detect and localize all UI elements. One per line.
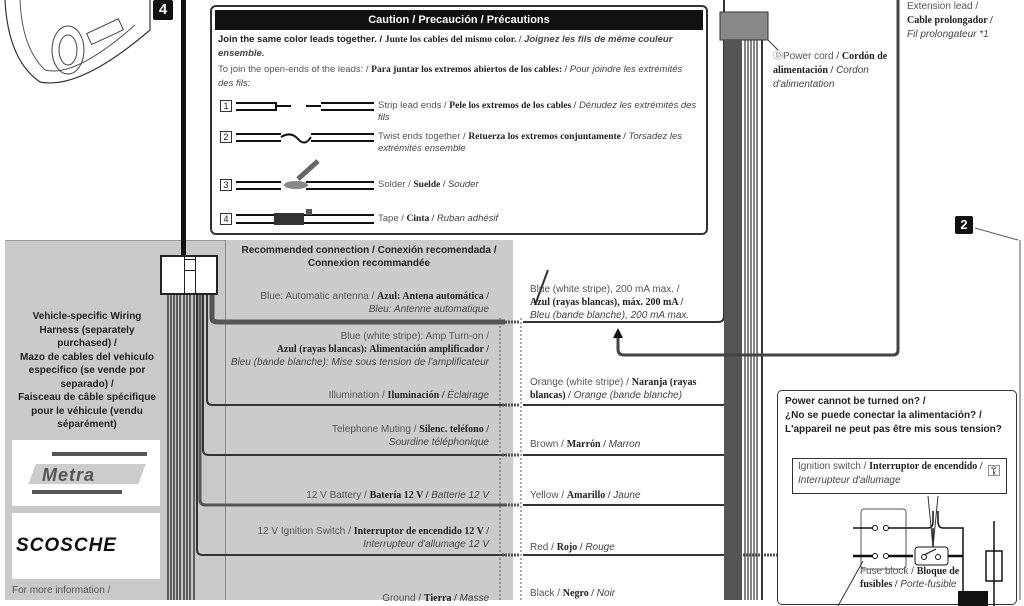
wire-label-black: Black / Negro / Noir	[530, 588, 616, 599]
caution-join-text: Join the same color leads together. / Junte los cables del mismo color. / Joignez les fils de même couleur ensemble.	[218, 34, 673, 59]
recommended-labels: Recommended connection / Conexión recomendada / Connexion recommandée Blue: Automatic antenna / Azul: Antena automática / Bleu: Antenne automatique Blue (white stripe): Amp Turn-on / Azul (rayas blancas): Alimentación amplificador / Bleu (bande blanche): Mise sous tension de l'amplificateur Illumination / Iluminación / Éclairage Telephone Muting / Silenc. teléfono / Sourdine téléphonique 12 V Battery / Batería 12 V / Batterie 12 V 12 V Ignition Switch / Interruptor de encendido 12 V / Interrupteur d'allumage 12 V Ground / Tierra / Masse	[225, 243, 513, 603]
extension-lead-label: Extension lead / Cable prolongador / Fil prolongateur *1	[907, 1, 993, 40]
harness-label: Vehicle-specific Wiring Harness (separately purchased) / Mazo de cables del vehiculo especifico (se vende por separado) / Faisceau de câble spécifique pour le véhicule (vendu séparément)	[18, 311, 156, 430]
fuse-block-label: Fuse block / Bloque de fusibles / Porte-fusible	[860, 566, 960, 590]
wire-label-orange-white: Orange (white stripe) / Naranja (rayas blancas) / Orange (bande blanche)	[530, 377, 697, 401]
more-info-text: For more information /	[12, 585, 111, 596]
harness-connector	[160, 255, 218, 295]
caution-box: Caution / Precaución / Précautions Join the same color leads together. / Junte los cables del mismo color. / Joignez les fils de même couleur ensemble. To join the open-ends of the leads: / Para juntar los extremos abiertos de los cables: / Pour joindre les extrémités des fils: 1 Strip lead ends / Pele los extremos de los cables / Dénudez les extrémités des fils 2 Twist ends together / Retuerza los extremos conjuntamente / Torsadez les extrémités ensemble 3 Solder / Suelde / Souder 4 Tape / Cinta / Ruban adhésif	[210, 5, 708, 235]
wire-label-yellow: Yellow / Amarillo / Jaune	[530, 490, 641, 501]
scosche-logo: SCOSCHE	[12, 513, 160, 579]
step-4-badge: 4	[153, 0, 173, 20]
recommended-title: Recommended connection / Conexión recomendada / Connexion recommandée	[241, 245, 497, 269]
caution-title: Caution / Precaución / Précautions	[215, 10, 703, 30]
wire-label-red: Red / Rojo / Rouge	[530, 542, 615, 553]
wire-label-brown: Brown / Marrón / Marron	[530, 439, 641, 450]
power-question: Power cannot be turned on? / ¿No se puede conectar la alimentación? / L'appareil ne peut pas être mis sous tension?	[785, 396, 1002, 435]
power-troubleshoot-box	[777, 390, 1017, 605]
wire-label-blue-white: Blue (white stripe), 200 mA max. / Azul (rayas blancas), máx. 200 mA / Bleu (bande blanche), 200 mA max.	[530, 284, 690, 321]
caution-open-ends-text: To join the open-ends of the leads: / Para juntar los extremos abiertos de los cables: / Pour joindre les extrémités des fils:	[218, 64, 683, 89]
power-cord-label: ⒹPower cord / Cordón de alimentación / Cordon d'alimentation	[773, 51, 888, 90]
key-icon: ⚿	[987, 463, 1000, 480]
metra-logo: Metra	[12, 440, 160, 506]
ignition-switch-label: Ignition switch / Interruptor de encendido / Interrupteur d'allumage ⚿	[792, 458, 1007, 494]
step-2-badge: 2	[955, 216, 973, 234]
